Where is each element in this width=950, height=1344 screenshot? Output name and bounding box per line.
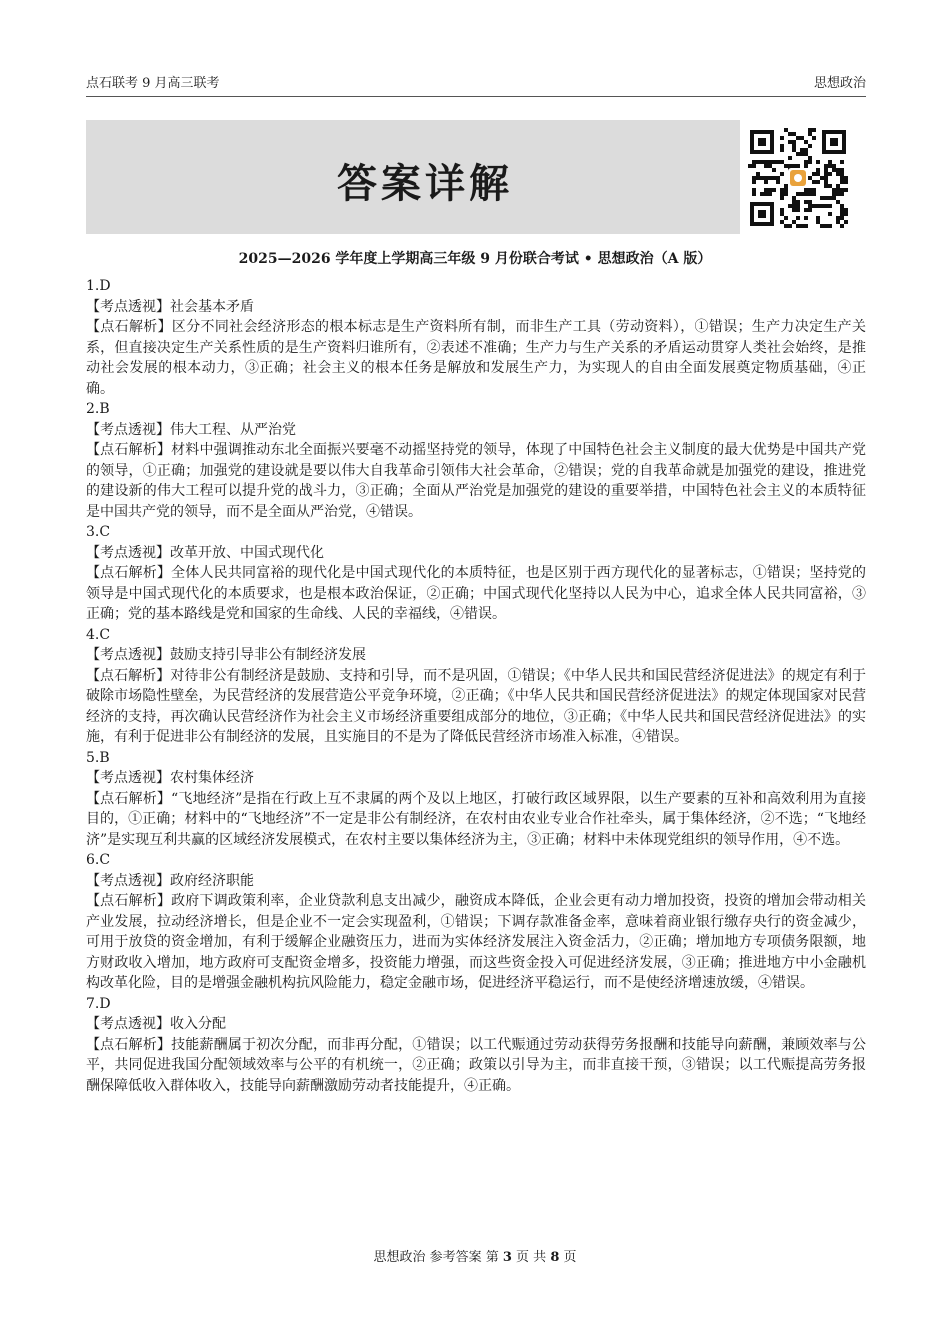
footer-suffix: 页	[563, 1250, 577, 1265]
footer-middle: 页 共	[516, 1250, 547, 1265]
answer-analysis: 【点石解析】技能薪酬属于初次分配，而非再分配，①错误；以工代赈通过劳动获得劳务报酬和技能导向薪酬，兼顾效率与公平，共同促进我国分配领域效率与公平的有机统一，②正确；政策以引导为主，而非直接干预，③错误；以工代赈提高劳务报酬保障低收入群体收入，技能导向薪酬激励劳动者技能提升，④正确。	[86, 1036, 866, 1094]
answer-item	[86, 850, 866, 994]
header-divider	[86, 96, 866, 97]
answer-item	[86, 625, 866, 748]
answer-topic: 【考点透视】农村集体经济	[86, 770, 254, 786]
title-banner	[86, 120, 740, 234]
answer-analysis: 【点石解析】“飞地经济”是指在行政上互不隶属的两个及以上地区，打破行政区域界限，以生产要素的互补和高效利用为直接目的，①正确；材料中的“飞地经济”不一定是非公有制经济，在农村由农业专业合作社牵头，属于集体经济，②不选；“飞地经济”是实现互利共赢的区域经济发展模式，在农村主要以集体经济为主，③正确；材料中未体现党组织的领导作用，④不选。	[86, 790, 866, 848]
answer-item	[86, 994, 866, 1097]
answer-item	[86, 522, 866, 625]
answer-topic: 【考点透视】伟大工程、从严治党	[86, 421, 296, 438]
answer-topic: 【考点透视】收入分配	[86, 1016, 226, 1032]
answer-analysis: 【点石解析】全体人民共同富裕的现代化是中国式现代化的本质特征，也是区别于西方现代化的显著标志，①错误；坚持党的领导是中国式现代化的本质要求，也是根本政治保证，②正确；中国式现代化坚持以人民为中心，追求全体人民共同富裕，③正确；党的基本路线是党和国家的生命线、人民的幸福线，④错误。	[86, 565, 866, 622]
answer-topic: 【考点透视】政府经济职能	[86, 872, 254, 889]
footer-total-pages: 8	[550, 1250, 560, 1265]
answer-list	[86, 276, 866, 1096]
footer-page-number: 3	[502, 1250, 512, 1265]
answer-analysis: 【点石解析】区分不同社会经济形态的根本标志是生产资料所有制，而非生产工具（劳动资料），①错误；生产力决定生产关系，但直接决定生产关系性质的是生产资料归谁所有，②表述不准确；生产力与生产关系的矛盾运动贯穿人类社会始终，是推动社会发展的根本动力，③正确；社会主义的根本任务是解放和发展生产力，为实现人的自由全面发展奠定物质基础，④正确。	[86, 319, 866, 397]
answer-analysis: 【点石解析】政府下调政策利率，企业贷款利息支出减少，融资成本降低，企业会更有动力增加投资，投资的增加会带动相关产业发展，拉动经济增长，但是企业不一定会实现盈利，①错误；下调存款准备金率，意味着商业银行缴存央行的资金减少，可用于放贷的资金增加，有利于缓解企业融资压力，进而为实体经济发展注入资金活力，②正确；增加地方专项债务限额，地方财政收入增加，地方政府可支配资金增多，投资能力增强，而这些资金投入可促进经济发展，③正确；推进地方中小金融机构改革化险，目的是增强金融机构抗风险能力，稳定金融市场，促进经济平稳运行，而不是使经济增速放缓，④错误。	[86, 893, 866, 991]
answer-number: 3.C	[86, 524, 111, 540]
answer-number: 6.C	[86, 852, 111, 868]
answer-topic: 【考点透视】鼓励支持引导非公有制经济发展	[86, 647, 366, 663]
qr-code-icon	[748, 128, 848, 228]
header-subject: 思想政治	[813, 76, 866, 91]
answer-number: 7.D	[86, 995, 111, 1012]
page-footer	[0, 1246, 950, 1265]
exam-subtitle: 2025—2026 学年度上学期高三年级 9 月份联合考试 • 思想政治（A 版）	[238, 251, 712, 267]
answer-item	[86, 748, 866, 851]
answer-number: 5.B	[86, 749, 110, 766]
footer-prefix: 思想政治 参考答案 第	[373, 1250, 499, 1265]
answer-number: 4.C	[86, 626, 111, 643]
answer-analysis: 【点石解析】对待非公有制经济是鼓励、支持和引导，而不是巩固，①错误；《中华人民共和国民营经济促进法》的规定有利于破除市场隐性壁垒，为民营经济的发展营造公平竞争环境，②正确；《中华人民共和国民营经济促进法》的规定体现国家对民营经济的支持，再次确认民营经济作为社会主义市场经济重要组成部分的地位，③正确；《中华人民共和国民营经济促进法》的实施，有利于促进非公有制经济的发展，且实施目的不是为了降低民营经济市场准入标准，④错误。	[86, 667, 866, 745]
answer-number: 2.B	[86, 401, 110, 417]
answer-topic: 【考点透视】改革开放、中国式现代化	[86, 544, 324, 561]
answer-analysis: 【点石解析】材料中强调推动东北全面振兴要毫不动摇坚持党的领导，体现了中国特色社会主义制度的最大优势是中国共产党的领导，①正确；加强党的建设就是要以伟大自我革命引领伟大社会革命，②错误；党的自我革命就是加强党的建设，推进党的建设新的伟大工程可以提升党的战斗力，③正确；全面从严治党是加强党的建设的重要举措，中国特色社会主义的本质特征是中国共产党的领导，而不是全面从严治党，④错误。	[86, 442, 866, 520]
answer-item	[86, 399, 866, 522]
answer-item	[86, 276, 866, 399]
header-exam-name: 点石联考 9 月高三联考	[86, 76, 220, 91]
answer-number: 1.D	[86, 278, 111, 294]
answer-topic: 【考点透视】社会基本矛盾	[86, 298, 254, 315]
page-title: 答案详解	[337, 160, 513, 207]
